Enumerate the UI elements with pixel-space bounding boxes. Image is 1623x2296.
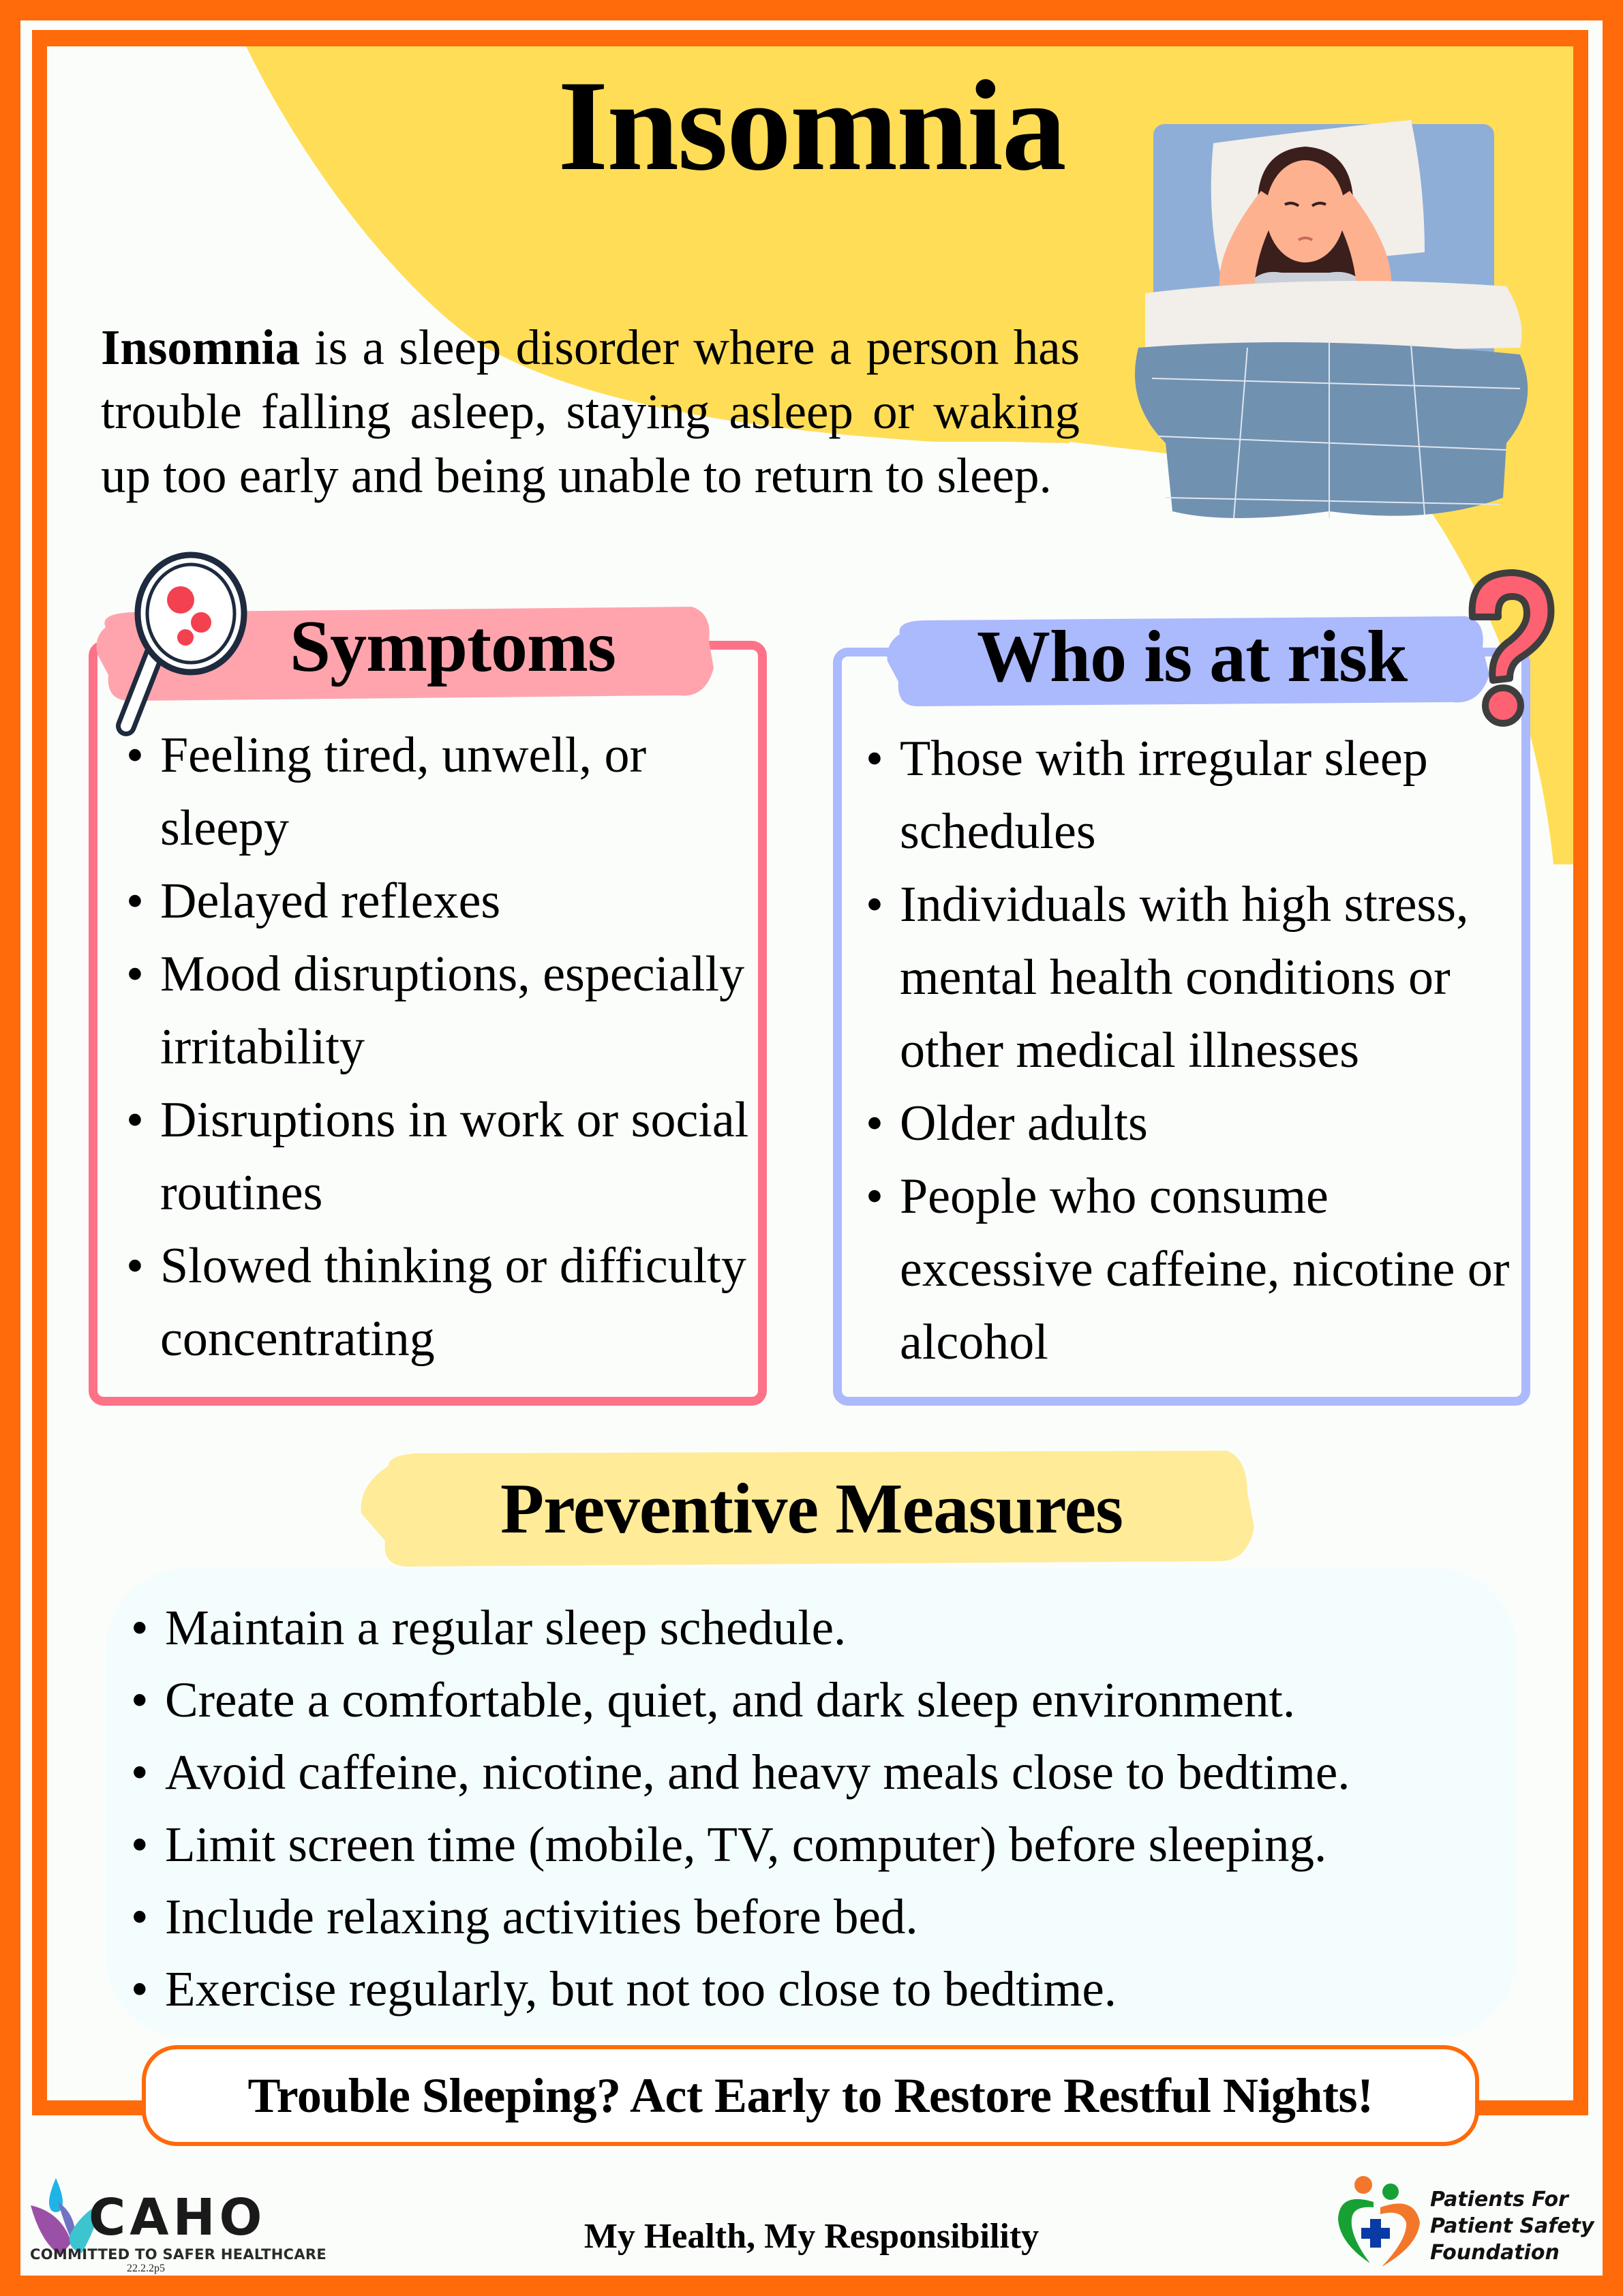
list-item: • People who consume excessive caffeine, nicotine or alcohol	[866, 1160, 1534, 1379]
list-item: • Feeling tired, unwell, or sleepy	[126, 719, 760, 865]
list-item: • Exercise regularly, but not too close to bedtime.	[131, 1953, 1528, 2025]
list-item: • Avoid caffeine, nicotine, and heavy meals close to bedtime.	[131, 1736, 1528, 1809]
list-item: • Include relaxing activities before bed.	[131, 1881, 1528, 1953]
caho-wordmark: CAHO	[89, 2188, 267, 2247]
pfps-heart-logo-icon	[1333, 2175, 1428, 2270]
list-item: • Those with irregular sleep schedules	[866, 723, 1534, 868]
intro-paragraph	[101, 316, 1080, 508]
document-code: 22.2.2p5	[127, 2263, 165, 2274]
caho-tagline: COMMITTED TO SAFER HEALTHCARE	[30, 2246, 327, 2263]
page-title: Insomnia	[558, 55, 1065, 198]
intro-text: is a sleep disorder where a person has trouble falling asleep, staying asleep or waking up too early and being unable to return to sleep.	[101, 320, 1080, 503]
woman-in-bed-illustration	[1125, 116, 1534, 525]
question-mark-icon	[1452, 559, 1561, 729]
pfps-line-1: Patients For	[1430, 2188, 1568, 2211]
list-item: • Older adults	[866, 1087, 1534, 1160]
pfps-line-3: Foundation	[1430, 2241, 1560, 2265]
intro-term: Insomnia	[101, 320, 301, 375]
risk-heading: Who is at risk	[977, 616, 1408, 697]
list-item: • Limit screen time (mobile, TV, computer) before sleeping.	[131, 1809, 1528, 1881]
list-item: • Slowed thinking or difficulty concentrating	[126, 1230, 760, 1376]
pfps-wordmark	[1430, 2186, 1594, 2266]
pfps-line-2: Patient Safety	[1430, 2214, 1594, 2238]
list-item: • Create a comfortable, quiet, and dark sleep environment.	[131, 1664, 1528, 1736]
callout-banner: Trouble Sleeping? Act Early to Restore Restful Nights!	[142, 2045, 1479, 2146]
prevention-list	[131, 1592, 1528, 2025]
risk-list	[866, 723, 1534, 1379]
symptoms-heading: Symptoms	[290, 606, 616, 687]
symptoms-list	[126, 719, 760, 1376]
prevention-heading: Preventive Measures	[500, 1468, 1123, 1548]
list-item: • Disruptions in work or social routines	[126, 1084, 760, 1230]
magnifier-virus-icon	[109, 549, 273, 736]
list-item: • Individuals with high stress, mental health conditions or other medical illnesses	[866, 868, 1534, 1087]
list-item: • Mood disruptions, especially irritability	[126, 938, 760, 1084]
list-item: • Delayed reflexes	[126, 865, 760, 938]
list-item: • Maintain a regular sleep schedule.	[131, 1592, 1528, 1664]
footer-motto: My Health, My Responsibility	[583, 2217, 1040, 2256]
